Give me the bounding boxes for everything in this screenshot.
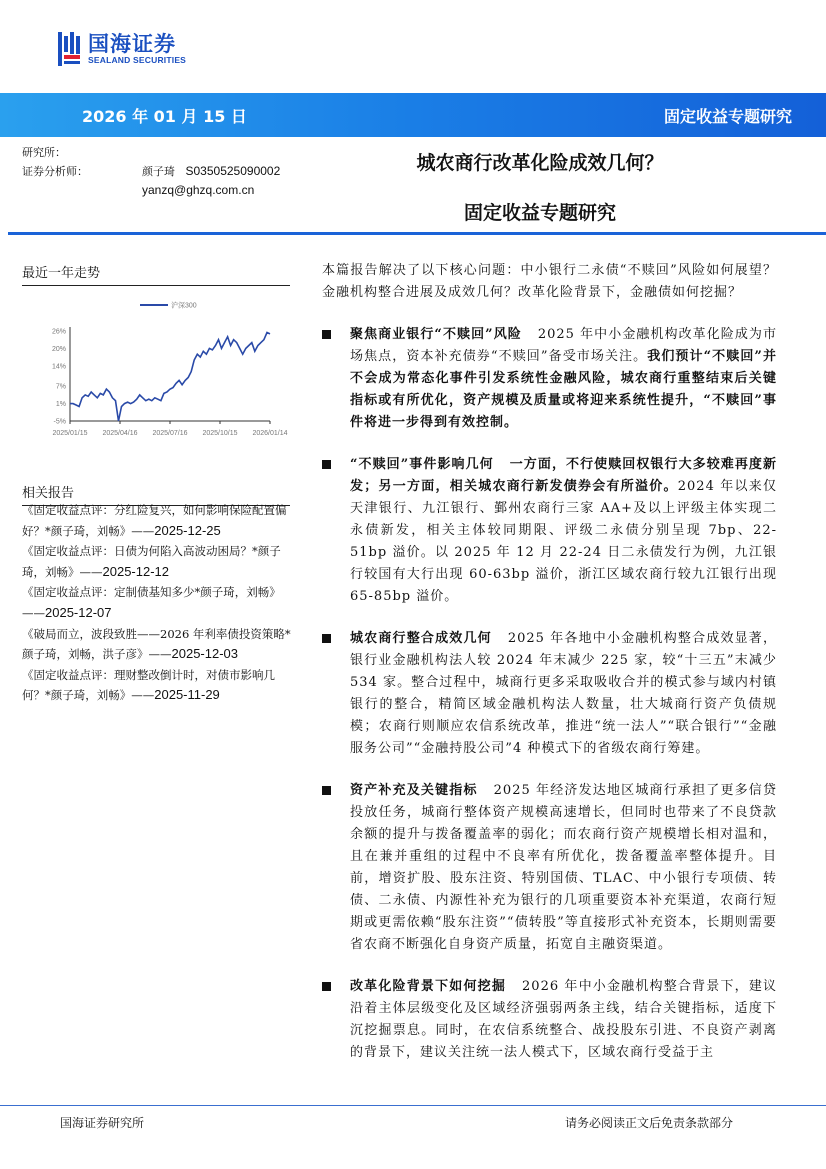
analyst-email[interactable]: yanzq@ghzq.com.cn bbox=[142, 183, 255, 197]
report-subtitle: 固定收益专题研究 bbox=[463, 202, 616, 224]
summary-body bbox=[322, 260, 777, 1084]
logo-en: SEALAND SECURITIES bbox=[88, 55, 187, 65]
bullet-square-icon bbox=[322, 330, 331, 339]
report-title: 《固定收益点评：分红险复兴，如何影响保险配置偏好？*颜子琦，刘畅》—— bbox=[22, 503, 287, 538]
analyst-id: S0350525090002 bbox=[185, 164, 281, 178]
y-tick-label: -5% bbox=[53, 418, 66, 426]
analyst-name: 颜子琦 bbox=[142, 165, 175, 178]
report-title: 《破局而立，波段致胜——2026 年利率债投资策略*颜子琦，刘畅，洪子彦》—— bbox=[22, 626, 291, 662]
series-line-hs300 bbox=[70, 333, 270, 422]
logo-mark-icon bbox=[58, 32, 80, 66]
bullet-square-icon bbox=[322, 786, 331, 795]
report-date: 2026 年 01 月 15 日 bbox=[82, 107, 247, 126]
key-point-text: 2024 年以来仅天津银行、九江银行、鄞州农商行三家 AA+及以上评级主体实现二永债新发，相关主体较同期限、评级二永债分别呈现 7bp、22-51bp 溢价。以 2025 年 12 月 22-24 日二永债发行为例，九江银行较国有大行出现 60-63bp 溢价，浙江区域农商行较九江银行出现 65-85bp 溢价。 bbox=[350, 479, 777, 604]
legend-label: 沪深300 bbox=[171, 302, 197, 310]
header-divider bbox=[8, 232, 826, 235]
report-title: 《固定收益点评：日债为何陷入高波动困局？*颜子琦，刘畅》—— bbox=[22, 544, 281, 579]
report-date: 2025-12-25 bbox=[154, 522, 221, 538]
related-report-item[interactable] bbox=[22, 582, 294, 623]
related-report-item[interactable] bbox=[22, 500, 294, 541]
related-report-item[interactable] bbox=[22, 624, 294, 665]
key-point-heading: 城农商行整合成效几何 bbox=[350, 631, 492, 646]
footer-divider bbox=[0, 1105, 826, 1106]
analyst-info bbox=[22, 143, 280, 200]
report-date: 2025-11-29 bbox=[154, 687, 220, 703]
related-report-item[interactable] bbox=[22, 541, 294, 582]
report-date: 2025-12-03 bbox=[171, 646, 238, 662]
related-reports-list bbox=[22, 500, 294, 706]
key-point bbox=[322, 628, 777, 760]
institute-label: 研究所： bbox=[22, 146, 66, 159]
company-logo bbox=[58, 32, 186, 66]
y-tick-label: 20% bbox=[51, 345, 66, 353]
x-tick-label: 2025/10/15 bbox=[202, 430, 238, 437]
x-tick-label: 2025/01/15 bbox=[52, 430, 88, 437]
y-tick-label: 26% bbox=[51, 328, 66, 336]
key-point-text: 2025 年中小金融机构改革化险成为市场焦点，资本补充债券“不赎回”备受市场关注。 bbox=[350, 327, 777, 364]
bullet-square-icon bbox=[322, 634, 331, 643]
y-tick-label: 14% bbox=[51, 363, 66, 371]
key-point-emphasis: 我们预计“不赎回”并不会成为常态化事件引发系统性金融风险，城农商行重整结束后关键指标或有所优化，资产规模及质量或将迎来系统性提升，“不赎回”事件将进一步得到有效控制。 bbox=[350, 349, 777, 430]
footer-disclaimer: 请务必阅读正文后免责条款部分 bbox=[565, 1116, 734, 1130]
report-title: 城农商行改革化险成效几何？ bbox=[416, 152, 664, 174]
x-tick-label: 2026/01/14 bbox=[252, 430, 288, 437]
intro-paragraph: 本篇报告解决了以下核心问题：中小银行二永债“不赎回”风险如何展望？金融机构整合进展及成效几何？改革化险背景下，金融债如何挖掘？ bbox=[322, 263, 777, 300]
logo-cn: 国海证券 bbox=[88, 32, 176, 56]
related-report-item[interactable] bbox=[22, 665, 294, 706]
report-title: 《固定收益点评：理财整改倒计时，对债市影响几何？*颜子琦，刘畅》—— bbox=[22, 667, 275, 703]
key-point bbox=[322, 780, 777, 956]
key-point-heading: 聚焦商业银行“不赎回”风险 bbox=[350, 327, 522, 342]
y-tick-label: 7% bbox=[55, 383, 66, 391]
key-point bbox=[322, 454, 777, 608]
key-point-text: 2026 年中小金融机构整合背景下，建议沿着主体层级变化及区域经济强弱两条主线，结合关键指标，适度下沉挖掘票息。同时，在农信系统整合、战投股东引进、不良资产剥离的背景下，建议关注统一法人模式下，区域农商行受益于主 bbox=[350, 979, 777, 1060]
key-point-heading: 资产补充及关键指标 bbox=[350, 783, 478, 798]
y-tick-label: 1% bbox=[55, 401, 66, 409]
report-date: 2025-12-12 bbox=[102, 563, 169, 579]
analyst-label: 证券分析师： bbox=[22, 165, 88, 178]
bullet-square-icon bbox=[322, 982, 331, 991]
x-tick-label: 2025/04/16 bbox=[102, 430, 138, 437]
report-title: 《固定收益点评：定制债基知多少*颜子琦，刘畅》—— bbox=[22, 585, 281, 620]
x-tick-label: 2025/07/16 bbox=[152, 430, 188, 437]
key-point-text: 2025 年经济发达地区城商行承担了更多信贷投放任务，城商行整体资产规模高速增长，但同时也带来了不良贷款余额的提升与拨备覆盖率的弱化；而农商行资产规模增长相对温和，且在兼并重组的过程中不良率有所优化，拨备覆盖率整体提升。目前，增资扩股、股东注资、特别国债、TLAC、中小银行专项债、转债、二永债、内源性补充为银行的几项重要资本补充渠道，农商行短期或更需依赖“股东注资”“债转股”等直接形式补充资本，长期则需要省农商不断强化自身资产质量，拓宽自主融资渠道。 bbox=[350, 783, 777, 952]
trend-chart bbox=[20, 285, 300, 445]
key-point-emphasis: 一方面，不行使赎回权银行大多较难再度新发；另一方面，相关城农商行新发债券会有所溢价。 bbox=[350, 457, 777, 494]
related-heading: 相关报告 bbox=[22, 482, 290, 506]
key-point-text: 2025 年各地中小金融机构整合成效显著，银行业金融机构法人较 2024 年末减少 225 家，较“十三五”末减少 534 家。整合过程中，城商行更多采取吸收合并的模式参与域内村镇银行的整合，精简区域金融机构法人数量，壮大城商行资产负债规模；农商行则顺应农信系统改革，推进“统一法人”“联合银行”“金融服务公司”“金融持股公司”4 种模式下的省级农商行筹建。 bbox=[350, 631, 777, 756]
footer-left: 国海证券研究所 bbox=[60, 1116, 145, 1130]
report-type: 固定收益专题研究 bbox=[663, 107, 792, 126]
bullet-square-icon bbox=[322, 460, 331, 469]
trend-heading: 最近一年走势 bbox=[22, 262, 290, 286]
key-point bbox=[322, 324, 777, 434]
report-date: 2025-12-07 bbox=[45, 604, 112, 620]
key-point-heading: 改革化险背景下如何挖掘 bbox=[350, 979, 507, 994]
key-point-heading: “不赎回”事件影响几何 bbox=[350, 457, 494, 472]
key-point bbox=[322, 976, 777, 1064]
header-band bbox=[0, 93, 826, 137]
